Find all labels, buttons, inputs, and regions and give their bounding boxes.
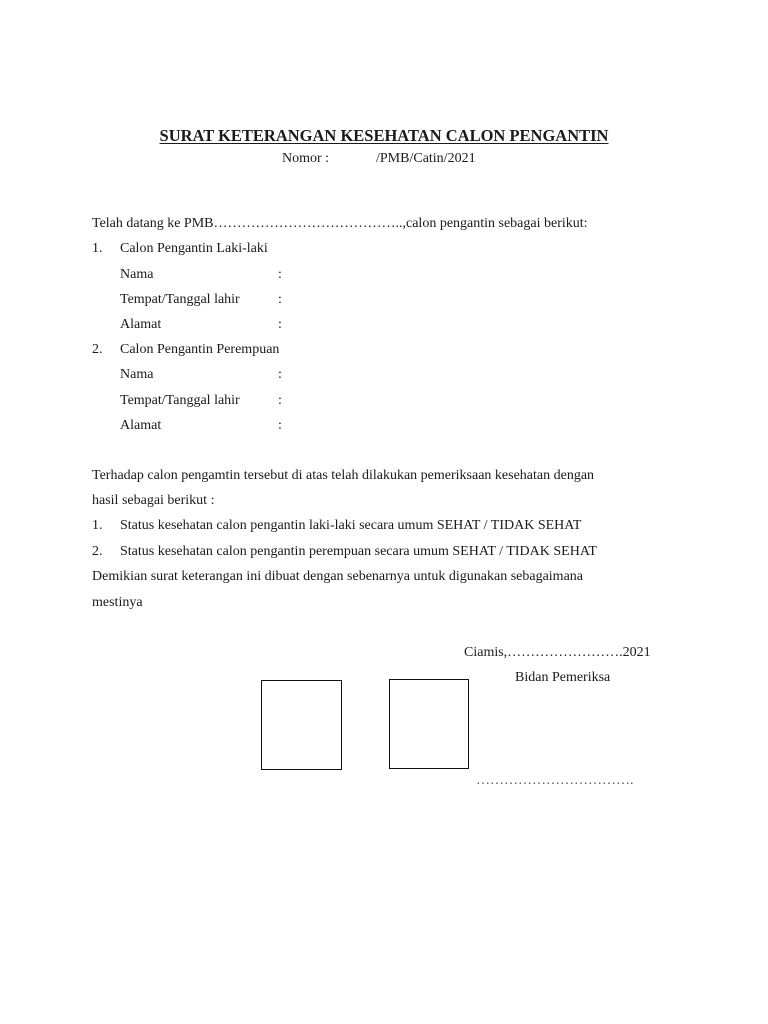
place-date: Ciamis,…………………….2021 (464, 645, 651, 660)
groom-number: 1. (92, 241, 103, 256)
groom-heading: Calon Pengantin Laki-laki (120, 241, 268, 256)
groom-birth-label: Tempat/Tanggal lahir (120, 292, 240, 307)
document-title: SURAT KETERANGAN KESEHATAN CALON PENGANTIN (159, 126, 609, 145)
groom-birth-colon: : (278, 292, 282, 307)
photo-box-bride (389, 679, 469, 769)
groom-address-label: Alamat (120, 317, 162, 332)
bride-address-colon: : (278, 418, 282, 433)
closing-line2: mestinya (92, 595, 143, 610)
bride-address-label: Alamat (120, 418, 162, 433)
result-2-number: 2. (92, 544, 103, 559)
bride-name-label: Nama (120, 367, 154, 382)
photo-box-groom (261, 680, 342, 770)
bride-birth-label: Tempat/Tanggal lahir (120, 393, 240, 408)
exam-paragraph-line1: Terhadap calon pengamtin tersebut di atas telah dilakukan pemeriksaan kesehatan dengan (92, 468, 595, 483)
nomor-label: Nomor : (282, 151, 330, 166)
result-1-text: Status kesehatan calon pengantin laki-laki secara umum SEHAT / TIDAK SEHAT (120, 518, 582, 533)
exam-paragraph-line2: hasil sebagai berikut : (92, 493, 215, 508)
groom-name-label: Nama (120, 267, 154, 282)
signer-role: Bidan Pemeriksa (515, 670, 611, 685)
signature-name-line: ……………………………. (476, 773, 634, 788)
result-2-text: Status kesehatan calon pengantin perempuan secara umum SEHAT / TIDAK SEHAT (120, 544, 597, 559)
nomor-value: /PMB/Catin/2021 (376, 151, 476, 166)
bride-heading: Calon Pengantin Perempuan (120, 342, 280, 357)
bride-birth-colon: : (278, 393, 282, 408)
bride-number: 2. (92, 342, 103, 357)
groom-address-colon: : (278, 317, 282, 332)
result-1-number: 1. (92, 518, 103, 533)
bride-name-colon: : (278, 367, 282, 382)
closing-line1: Demikian surat keterangan ini dibuat dengan sebenarnya untuk digunakan sebagaimana (92, 569, 583, 584)
intro-text: Telah datang ke PMB…………………………………..,calon pengantin sebagai berikut: (92, 216, 588, 231)
groom-name-colon: : (278, 267, 282, 282)
